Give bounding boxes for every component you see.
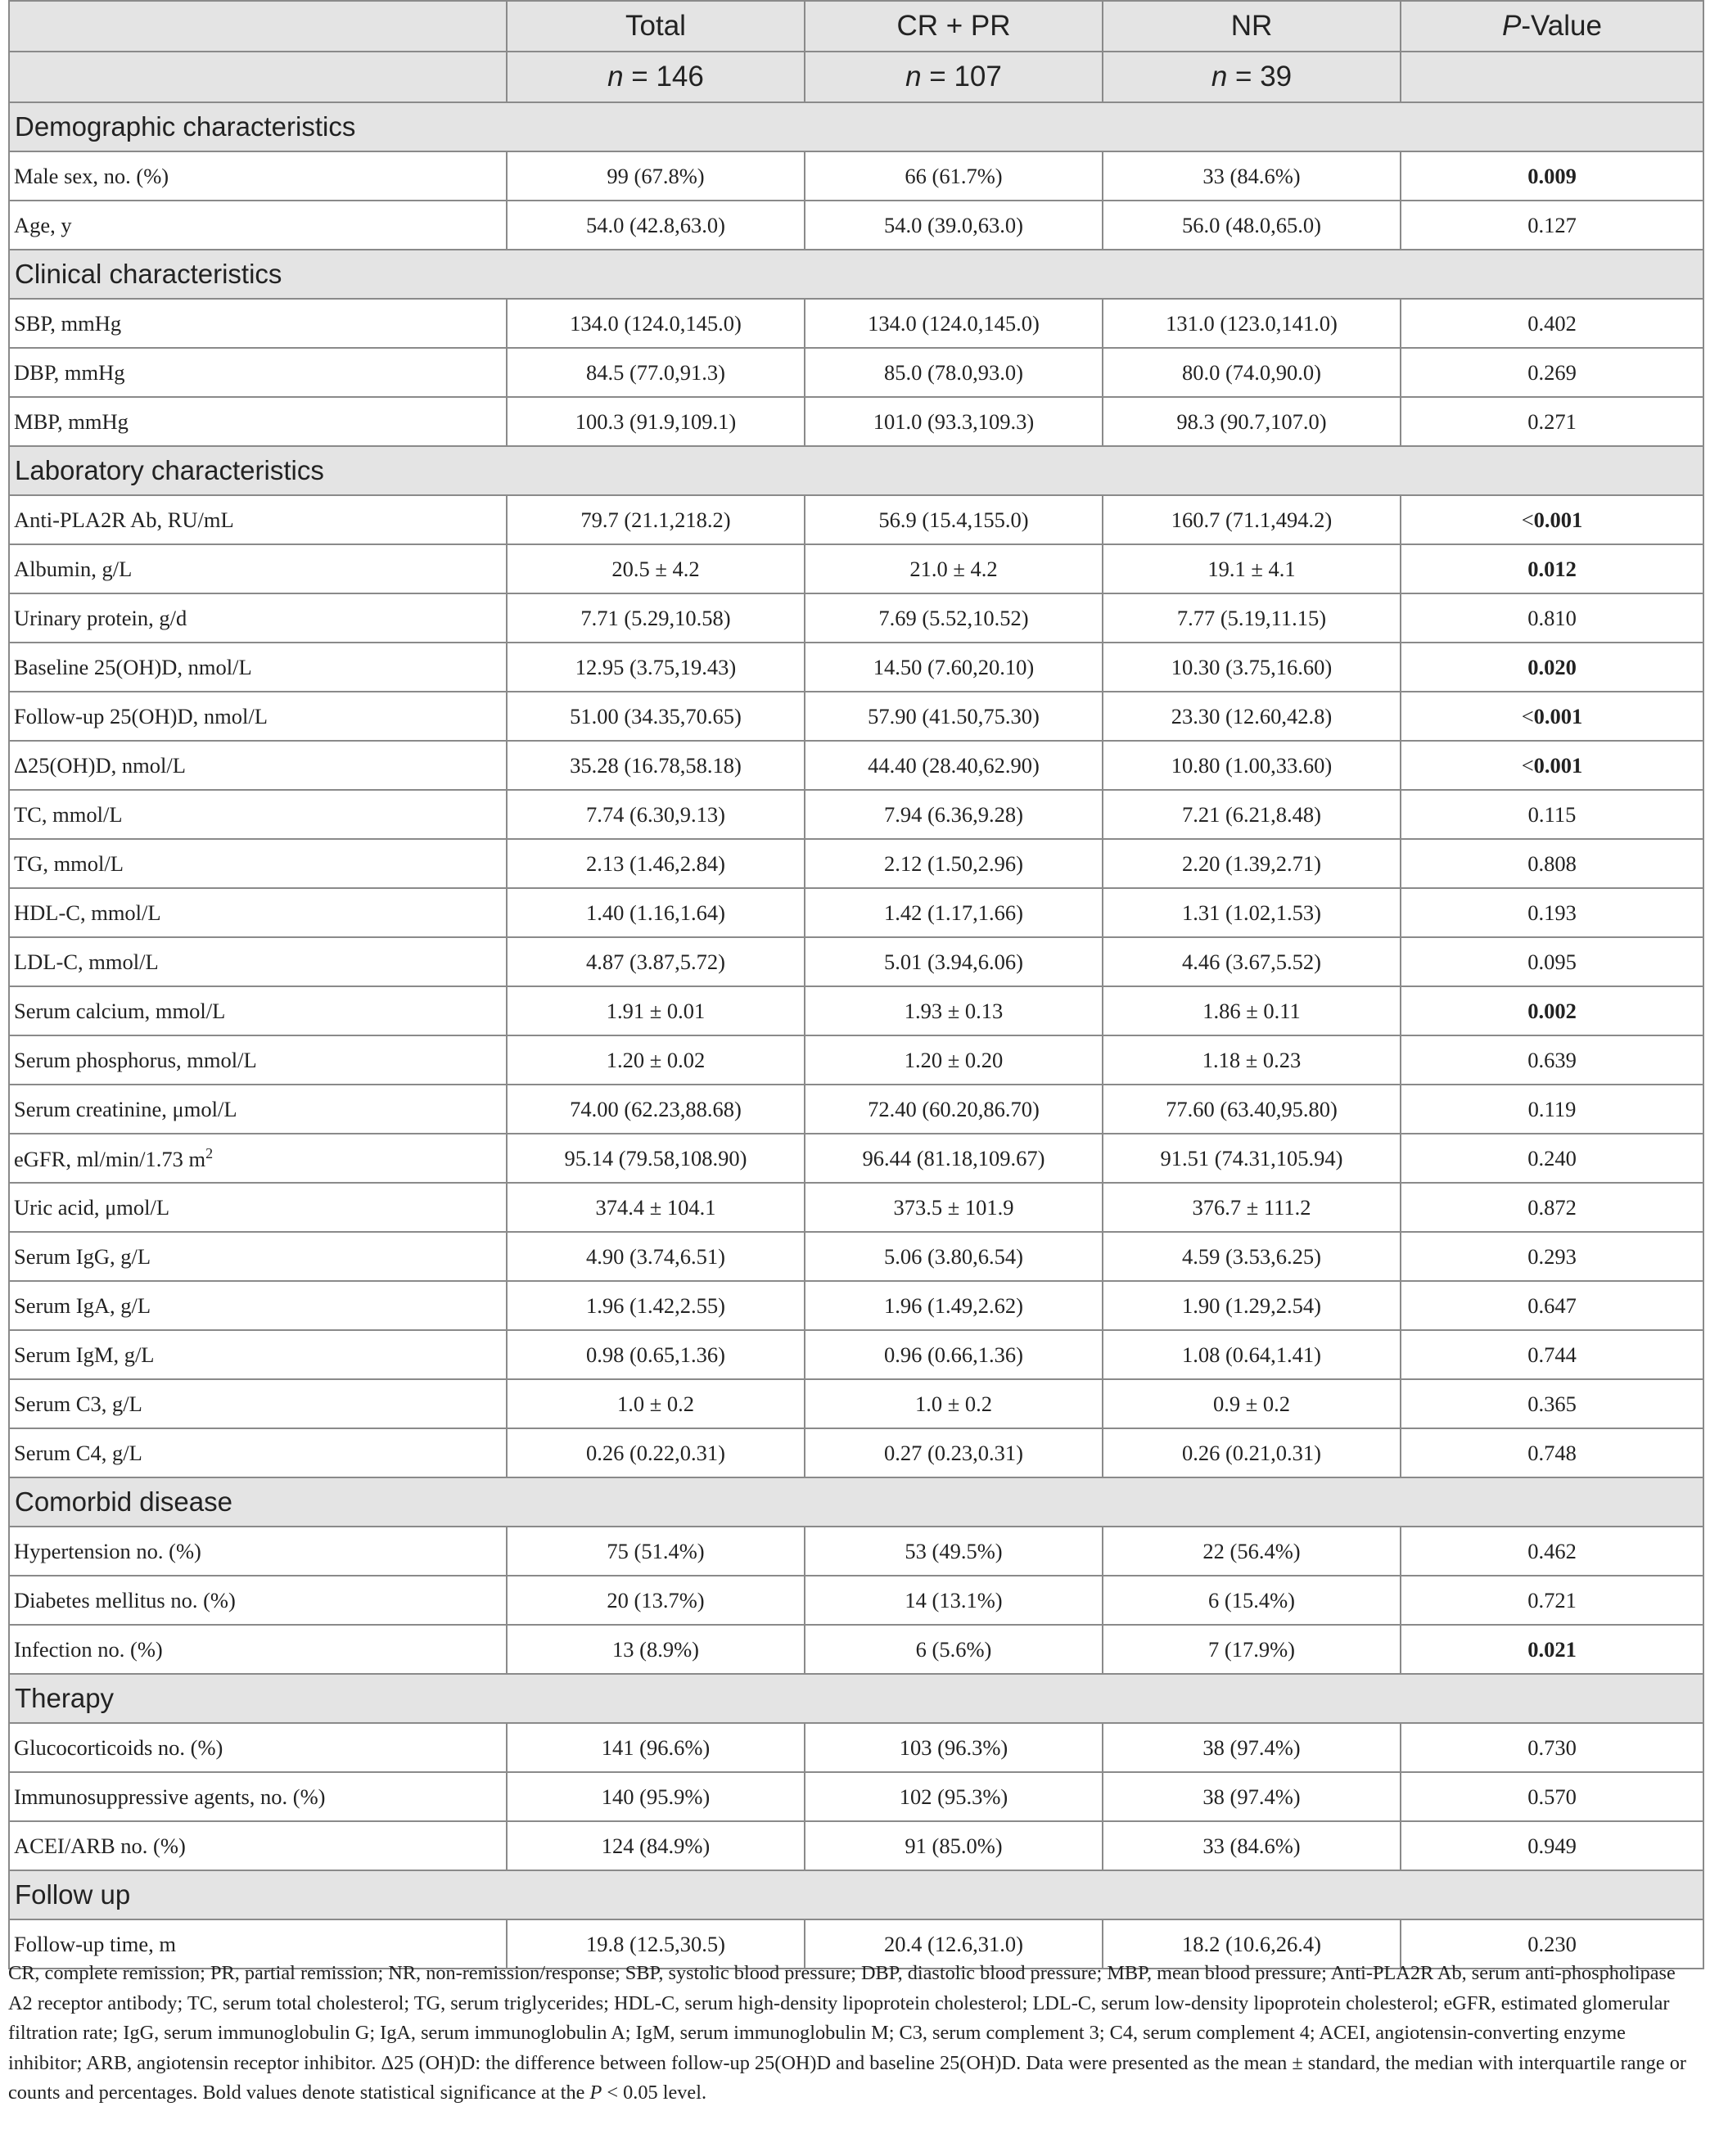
cell-pvalue: 0.639: [1401, 1035, 1703, 1085]
table-row: [9, 1281, 1703, 1330]
row-label: Age, y: [9, 201, 507, 250]
row-label: Urinary protein, g/d: [9, 593, 507, 643]
section-title: Clinical characteristics: [9, 250, 1703, 299]
cell-total: 7.74 (6.30,9.13): [507, 790, 805, 839]
cell-nr: 2.20 (1.39,2.71): [1103, 839, 1401, 888]
row-label: Baseline 25(OH)D, nmol/L: [9, 643, 507, 692]
table-row: [9, 986, 1703, 1035]
table-row: [9, 544, 1703, 593]
cell-total: 1.91 ± 0.01: [507, 986, 805, 1035]
header-cell-label: [9, 1, 507, 52]
cell-nr: 80.0 (74.0,90.0): [1103, 348, 1401, 397]
table-row: [9, 643, 1703, 692]
cell-pvalue: 0.012: [1401, 544, 1703, 593]
cell-pvalue: <0.001: [1401, 692, 1703, 741]
cell-nr: 56.0 (48.0,65.0): [1103, 201, 1401, 250]
section-row: [9, 446, 1703, 495]
cell-pvalue: 0.748: [1401, 1428, 1703, 1477]
cell-pvalue: 0.021: [1401, 1625, 1703, 1674]
table-row: [9, 397, 1703, 446]
cell-crpr: 1.93 ± 0.13: [805, 986, 1103, 1035]
cell-crpr: 53 (49.5%): [805, 1527, 1103, 1576]
cell-crpr: 54.0 (39.0,63.0): [805, 201, 1103, 250]
table-row: [9, 1035, 1703, 1085]
row-label: Serum calcium, mmol/L: [9, 986, 507, 1035]
cell-crpr: 134.0 (124.0,145.0): [805, 299, 1103, 348]
cell-total: 1.40 (1.16,1.64): [507, 888, 805, 937]
cell-crpr: 102 (95.3%): [805, 1772, 1103, 1821]
cell-pvalue: <0.001: [1401, 741, 1703, 790]
row-label: DBP, mmHg: [9, 348, 507, 397]
cell-total: 99 (67.8%): [507, 151, 805, 201]
section-title: Comorbid disease: [9, 1477, 1703, 1527]
cell-nr: 1.08 (0.64,1.41): [1103, 1330, 1401, 1379]
cell-pvalue: 0.002: [1401, 986, 1703, 1035]
row-label: Serum C4, g/L: [9, 1428, 507, 1477]
cell-pvalue: 0.730: [1401, 1723, 1703, 1772]
cell-crpr: 1.96 (1.49,2.62): [805, 1281, 1103, 1330]
cell-pvalue: 0.462: [1401, 1527, 1703, 1576]
cell-nr: 22 (56.4%): [1103, 1527, 1401, 1576]
cell-pvalue: 0.402: [1401, 299, 1703, 348]
row-label: Δ25(OH)D, nmol/L: [9, 741, 507, 790]
header-n-nr: n = 39: [1103, 52, 1401, 102]
table-row: [9, 1821, 1703, 1870]
cell-total: 141 (96.6%): [507, 1723, 805, 1772]
cell-nr: 4.46 (3.67,5.52): [1103, 937, 1401, 986]
row-label: Serum IgG, g/L: [9, 1232, 507, 1281]
section-row: [9, 1674, 1703, 1723]
table-row: [9, 593, 1703, 643]
cell-pvalue: 0.193: [1401, 888, 1703, 937]
cell-pvalue: 0.269: [1401, 348, 1703, 397]
cell-nr: 7 (17.9%): [1103, 1625, 1401, 1674]
table-row: [9, 348, 1703, 397]
row-label: LDL-C, mmol/L: [9, 937, 507, 986]
cell-crpr: 14 (13.1%): [805, 1576, 1103, 1625]
table-row: [9, 888, 1703, 937]
row-label: Male sex, no. (%): [9, 151, 507, 201]
cell-pvalue: 0.744: [1401, 1330, 1703, 1379]
table-body: [9, 102, 1703, 1969]
cell-total: 1.96 (1.42,2.55): [507, 1281, 805, 1330]
cell-total: 124 (84.9%): [507, 1821, 805, 1870]
header-n-crpr: n = 107: [805, 52, 1103, 102]
table-row: [9, 1625, 1703, 1674]
header-cell-nr: NR: [1103, 1, 1401, 52]
cell-nr: 0.9 ± 0.2: [1103, 1379, 1401, 1428]
cell-crpr: 7.69 (5.52,10.52): [805, 593, 1103, 643]
section-title: Follow up: [9, 1870, 1703, 1919]
cell-pvalue: 0.009: [1401, 151, 1703, 201]
cell-total: 35.28 (16.78,58.18): [507, 741, 805, 790]
row-label: Immunosuppressive agents, no. (%): [9, 1772, 507, 1821]
row-label: Serum C3, g/L: [9, 1379, 507, 1428]
cell-nr: 23.30 (12.60,42.8): [1103, 692, 1401, 741]
row-label: HDL-C, mmol/L: [9, 888, 507, 937]
table-row: [9, 495, 1703, 544]
table-row: [9, 1527, 1703, 1576]
row-label: SBP, mmHg: [9, 299, 507, 348]
cell-nr: 160.7 (71.1,494.2): [1103, 495, 1401, 544]
cell-crpr: 6 (5.6%): [805, 1625, 1103, 1674]
cell-total: 0.98 (0.65,1.36): [507, 1330, 805, 1379]
cell-pvalue: 0.721: [1401, 1576, 1703, 1625]
cell-pvalue: 0.020: [1401, 643, 1703, 692]
table-container: [8, 0, 1703, 1969]
row-label: Serum phosphorus, mmol/L: [9, 1035, 507, 1085]
row-label: MBP, mmHg: [9, 397, 507, 446]
table-row: [9, 1183, 1703, 1232]
cell-total: 74.00 (62.23,88.68): [507, 1085, 805, 1134]
cell-nr: 10.80 (1.00,33.60): [1103, 741, 1401, 790]
cell-crpr: 103 (96.3%): [805, 1723, 1103, 1772]
cell-nr: 33 (84.6%): [1103, 1821, 1401, 1870]
cell-total: 51.00 (34.35,70.65): [507, 692, 805, 741]
table-row: [9, 299, 1703, 348]
table-row: [9, 1232, 1703, 1281]
header-cell-total: Total: [507, 1, 805, 52]
row-label: Serum IgM, g/L: [9, 1330, 507, 1379]
cell-crpr: 57.90 (41.50,75.30): [805, 692, 1103, 741]
cell-total: 100.3 (91.9,109.1): [507, 397, 805, 446]
cell-crpr: 5.06 (3.80,6.54): [805, 1232, 1103, 1281]
cell-pvalue: 0.647: [1401, 1281, 1703, 1330]
cell-crpr: 85.0 (78.0,93.0): [805, 348, 1103, 397]
cell-nr: 4.59 (3.53,6.25): [1103, 1232, 1401, 1281]
cell-pvalue: 0.365: [1401, 1379, 1703, 1428]
cell-crpr: 7.94 (6.36,9.28): [805, 790, 1103, 839]
table-row: [9, 1134, 1703, 1183]
cell-total: 75 (51.4%): [507, 1527, 805, 1576]
section-row: [9, 250, 1703, 299]
row-label: Diabetes mellitus no. (%): [9, 1576, 507, 1625]
cell-nr: 1.18 ± 0.23: [1103, 1035, 1401, 1085]
table-row: [9, 151, 1703, 201]
row-label: Follow-up 25(OH)D, nmol/L: [9, 692, 507, 741]
data-table: [8, 0, 1704, 1969]
cell-crpr: 0.96 (0.66,1.36): [805, 1330, 1103, 1379]
cell-pvalue: 0.808: [1401, 839, 1703, 888]
cell-crpr: 14.50 (7.60,20.10): [805, 643, 1103, 692]
cell-total: 20.5 ± 4.2: [507, 544, 805, 593]
row-label: Uric acid, μmol/L: [9, 1183, 507, 1232]
cell-total: 79.7 (21.1,218.2): [507, 495, 805, 544]
table-row: [9, 790, 1703, 839]
cell-crpr: 66 (61.7%): [805, 151, 1103, 201]
table-row: [9, 1723, 1703, 1772]
header-cell-pvalue: P-Value: [1401, 1, 1703, 52]
table-row: [9, 741, 1703, 790]
cell-crpr: 44.40 (28.40,62.90): [805, 741, 1103, 790]
table-row: [9, 1772, 1703, 1821]
cell-crpr: 91 (85.0%): [805, 1821, 1103, 1870]
section-title: Laboratory characteristics: [9, 446, 1703, 495]
row-label: TC, mmol/L: [9, 790, 507, 839]
cell-pvalue: 0.949: [1401, 1821, 1703, 1870]
row-label: ACEI/ARB no. (%): [9, 1821, 507, 1870]
cell-total: 4.90 (3.74,6.51): [507, 1232, 805, 1281]
cell-nr: 1.90 (1.29,2.54): [1103, 1281, 1401, 1330]
cell-crpr: 20.4 (12.6,31.0): [805, 1919, 1103, 1969]
cell-nr: 1.31 (1.02,1.53): [1103, 888, 1401, 937]
header-row: [9, 1, 1703, 52]
cell-pvalue: 0.271: [1401, 397, 1703, 446]
cell-pvalue: 0.810: [1401, 593, 1703, 643]
row-label: eGFR, ml/min/1.73 $m^2$: [9, 1134, 507, 1183]
cell-crpr: 1.0 ± 0.2: [805, 1379, 1103, 1428]
table-row: [9, 692, 1703, 741]
cell-crpr: 56.9 (15.4,155.0): [805, 495, 1103, 544]
table-header: [9, 1, 1703, 102]
header-n-empty: [9, 52, 507, 102]
cell-pvalue: 0.293: [1401, 1232, 1703, 1281]
cell-total: 54.0 (42.8,63.0): [507, 201, 805, 250]
cell-total: 374.4 ± 104.1: [507, 1183, 805, 1232]
cell-crpr: 96.44 (81.18,109.67): [805, 1134, 1103, 1183]
cell-pvalue: 0.115: [1401, 790, 1703, 839]
cell-total: 13 (8.9%): [507, 1625, 805, 1674]
cell-nr: 7.21 (6.21,8.48): [1103, 790, 1401, 839]
cell-crpr: 1.42 (1.17,1.66): [805, 888, 1103, 937]
cell-pvalue: 0.230: [1401, 1919, 1703, 1969]
header-n-row: [9, 52, 1703, 102]
cell-nr: 1.86 ± 0.11: [1103, 986, 1401, 1035]
cell-total: 134.0 (124.0,145.0): [507, 299, 805, 348]
cell-pvalue: 0.872: [1401, 1183, 1703, 1232]
header-n-pvalue: [1401, 52, 1703, 102]
cell-nr: 77.60 (63.40,95.80): [1103, 1085, 1401, 1134]
cell-crpr: 0.27 (0.23,0.31): [805, 1428, 1103, 1477]
cell-total: 140 (95.9%): [507, 1772, 805, 1821]
row-label: Serum creatinine, μmol/L: [9, 1085, 507, 1134]
table-footnote: CR, complete remission; PR, partial remission; NR, non-remission/response; SBP, systolic blood pressure; DBP, diastolic blood pressure; MBP, mean blood pressure; Anti-PLA2R Ab, serum anti-phospholipase A2 receptor antibody; TC, serum total cholesterol; TG, serum triglycerides; HDL-C, serum high-density lipoprotein cholesterol; LDL-C, serum low-density lipoprotein cholesterol; eGFR, estimated glomerular filtration rate; IgG, serum immunoglobulin G; IgA, serum immunoglobulin A; IgM, serum immunoglobulin M; C3, serum complement 3; C4, serum complement 4; ACEI, angiotensin-converting enzyme inhibitor; ARB, angiotensin receptor inhibitor. Δ25 (OH)D: the difference between follow-up 25(OH)D and baseline 25(OH)D. Data were presented as the mean ± standard, the median with interquartile range or counts and percentages. Bold values denote statistical significance at the P < 0.05 level.: [8, 1962, 1686, 2104]
cell-pvalue: 0.240: [1401, 1134, 1703, 1183]
cell-nr: 0.26 (0.21,0.31): [1103, 1428, 1401, 1477]
cell-total: 84.5 (77.0,91.3): [507, 348, 805, 397]
cell-nr: 10.30 (3.75,16.60): [1103, 643, 1401, 692]
cell-total: 4.87 (3.87,5.72): [507, 937, 805, 986]
table-row: [9, 1330, 1703, 1379]
cell-nr: 38 (97.4%): [1103, 1772, 1401, 1821]
section-title: Therapy: [9, 1674, 1703, 1723]
cell-pvalue: <0.001: [1401, 495, 1703, 544]
cell-total: 12.95 (3.75,19.43): [507, 643, 805, 692]
table-row: [9, 937, 1703, 986]
table-row: [9, 1379, 1703, 1428]
row-label: TG, mmol/L: [9, 839, 507, 888]
cell-crpr: 5.01 (3.94,6.06): [805, 937, 1103, 986]
row-label: Hypertension no. (%): [9, 1527, 507, 1576]
cell-crpr: 72.40 (60.20,86.70): [805, 1085, 1103, 1134]
section-row: [9, 1477, 1703, 1527]
cell-nr: 131.0 (123.0,141.0): [1103, 299, 1401, 348]
header-n-total: n = 146: [507, 52, 805, 102]
table-row: [9, 1428, 1703, 1477]
header-cell-crpr: CR + PR: [805, 1, 1103, 52]
cell-crpr: 373.5 ± 101.9: [805, 1183, 1103, 1232]
row-label: Glucocorticoids no. (%): [9, 1723, 507, 1772]
section-row: [9, 102, 1703, 151]
cell-pvalue: 0.119: [1401, 1085, 1703, 1134]
cell-total: 20 (13.7%): [507, 1576, 805, 1625]
cell-pvalue: 0.570: [1401, 1772, 1703, 1821]
cell-total: 0.26 (0.22,0.31): [507, 1428, 805, 1477]
cell-nr: 7.77 (5.19,11.15): [1103, 593, 1401, 643]
cell-nr: 376.7 ± 111.2: [1103, 1183, 1401, 1232]
cell-total: 7.71 (5.29,10.58): [507, 593, 805, 643]
row-label: Follow-up time, m: [9, 1919, 507, 1969]
row-label: Serum IgA, g/L: [9, 1281, 507, 1330]
cell-total: 1.0 ± 0.2: [507, 1379, 805, 1428]
row-label: Anti-PLA2R Ab, RU/mL: [9, 495, 507, 544]
cell-total: 95.14 (79.58,108.90): [507, 1134, 805, 1183]
table-row: [9, 201, 1703, 250]
section-title: Demographic characteristics: [9, 102, 1703, 151]
cell-crpr: 1.20 ± 0.20: [805, 1035, 1103, 1085]
cell-total: 1.20 ± 0.02: [507, 1035, 805, 1085]
section-row: [9, 1870, 1703, 1919]
cell-pvalue: 0.127: [1401, 201, 1703, 250]
cell-nr: 98.3 (90.7,107.0): [1103, 397, 1401, 446]
cell-nr: 19.1 ± 4.1: [1103, 544, 1401, 593]
cell-nr: 33 (84.6%): [1103, 151, 1401, 201]
row-label: Albumin, g/L: [9, 544, 507, 593]
cell-nr: 18.2 (10.6,26.4): [1103, 1919, 1401, 1969]
cell-total: 19.8 (12.5,30.5): [507, 1919, 805, 1969]
cell-total: 2.13 (1.46,2.84): [507, 839, 805, 888]
cell-crpr: 101.0 (93.3,109.3): [805, 397, 1103, 446]
cell-crpr: 21.0 ± 4.2: [805, 544, 1103, 593]
table-row: [9, 839, 1703, 888]
cell-nr: 6 (15.4%): [1103, 1576, 1401, 1625]
cell-crpr: 2.12 (1.50,2.96): [805, 839, 1103, 888]
cell-nr: 91.51 (74.31,105.94): [1103, 1134, 1401, 1183]
row-label: Infection no. (%): [9, 1625, 507, 1674]
table-row: [9, 1576, 1703, 1625]
cell-nr: 38 (97.4%): [1103, 1723, 1401, 1772]
table-row: [9, 1085, 1703, 1134]
cell-pvalue: 0.095: [1401, 937, 1703, 986]
